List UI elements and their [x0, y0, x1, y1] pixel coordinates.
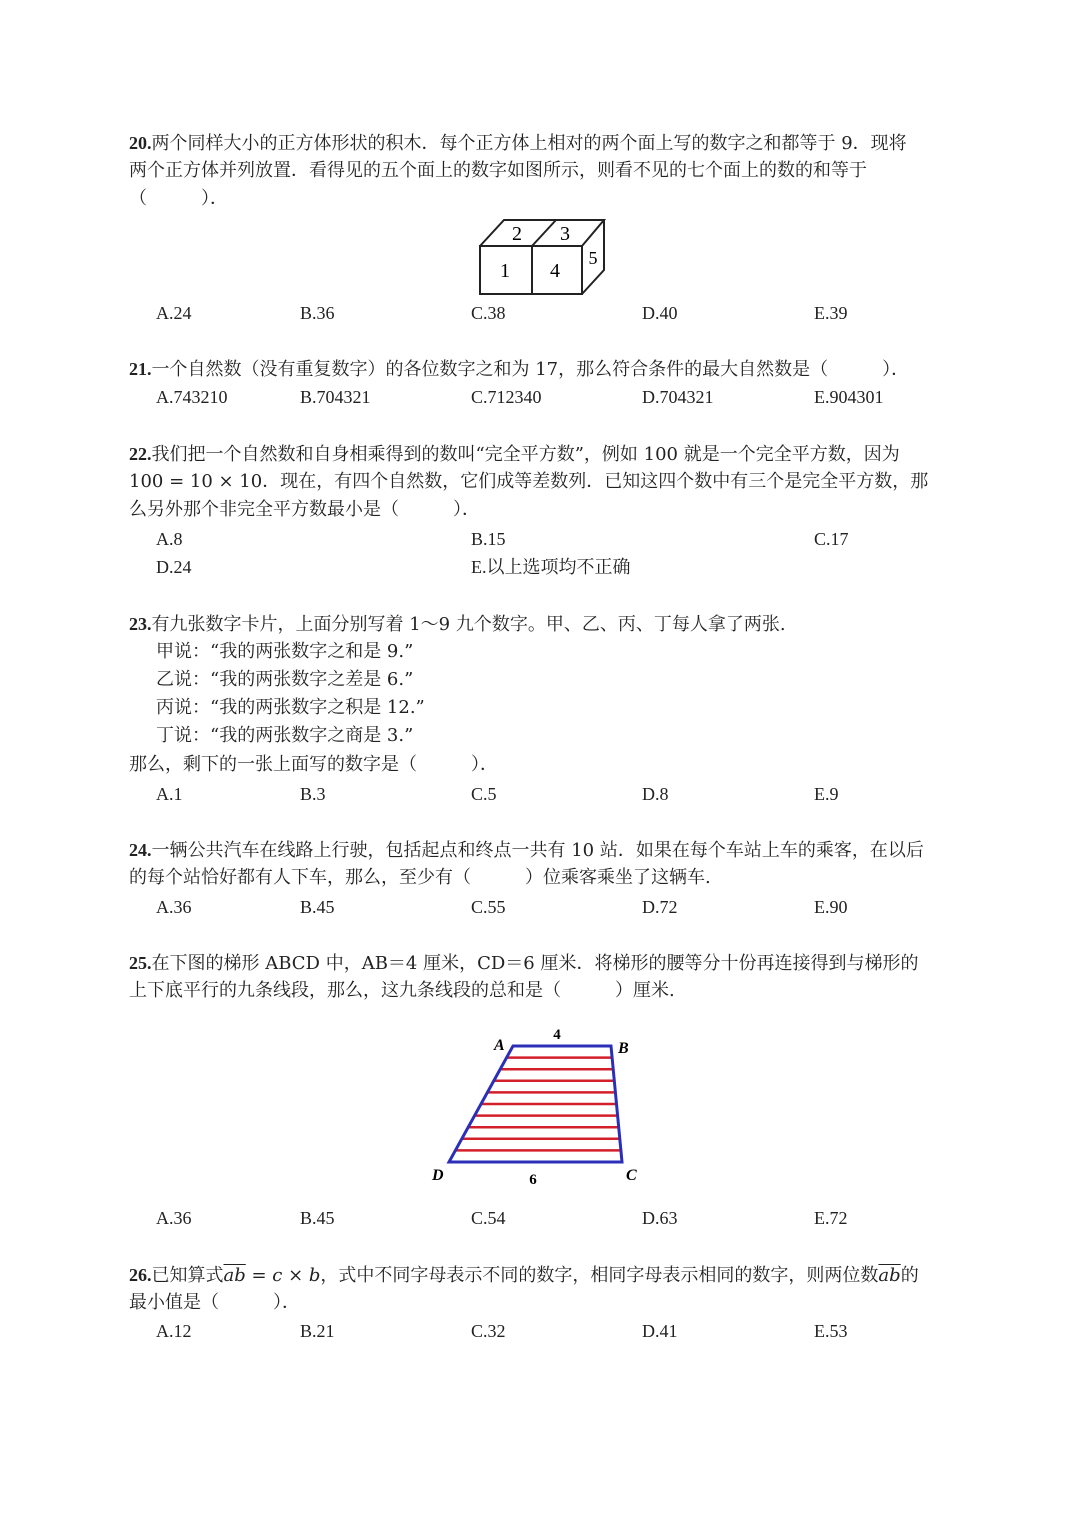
q25-label-b: B: [618, 1040, 629, 1057]
q20-cube-figure: [470, 210, 615, 302]
q22-line-1: 22.我们把一个自然数和自身相乘得到的数叫“完全平方数”，例如 100 就是一个完全平方数，因为: [129, 444, 900, 465]
q25-option-c: C.54: [471, 1208, 506, 1228]
q23-statement-jia: 甲说：“我的两张数字之和是 9.”: [156, 641, 414, 662]
q21-line-1: 21.一个自然数（没有重复数字）的各位数字之和为 17，那么符合条件的最大自然数是（ ）．: [129, 359, 910, 380]
q25-line-2: 上下底平行的九条线段，那么，这九条线段的总和是（ ）厘米.: [129, 980, 675, 1001]
q24-option-b: B.45: [300, 897, 335, 917]
q22-line-2: 100 = 10 × 10．现在，有四个自然数，它们成等差数列．已知这四个数中有三个是完全平方数，那: [129, 471, 929, 492]
q23-option-d: D.8: [642, 784, 669, 804]
q25-label-a: A: [494, 1037, 505, 1054]
q24-line-1: 24.一辆公共汽车在线路上行驶，包括起点和终点一共有 10 站．如果在每个车站上车的乘客，在以后: [129, 840, 924, 861]
q21-option-e: E.904301: [814, 387, 884, 407]
q23-ask: 那么，剩下的一张上面写的数字是（ ）．: [129, 754, 498, 775]
q20-side-number: 5: [588, 248, 598, 268]
q22-option-b: B.15: [471, 529, 506, 549]
q25-option-b: B.45: [300, 1208, 335, 1228]
q20-line-3: （ ）．: [129, 188, 228, 209]
q26-option-b: B.21: [300, 1321, 335, 1341]
q25-number: 25.: [129, 953, 152, 973]
q20-option-b: B.36: [300, 303, 335, 323]
q21-option-d: D.704321: [642, 387, 714, 407]
q23-option-e: E.9: [814, 784, 839, 804]
q24-option-d: D.72: [642, 897, 678, 917]
q20-top-right-number: 3: [560, 223, 570, 245]
q25-bottom-length: 6: [529, 1172, 537, 1188]
q26-option-c: C.32: [471, 1321, 506, 1341]
q23-option-b: B.3: [300, 784, 326, 804]
q21-option-a: A.743210: [156, 387, 228, 407]
q25-label-c: C: [626, 1167, 637, 1184]
q25-option-a: A.36: [156, 1208, 192, 1228]
q23-statement-yi: 乙说：“我的两张数字之差是 6.”: [156, 669, 414, 690]
q25-line-1: 25.在下图的梯形 ABCD 中，AB＝4 厘米，CD＝6 厘米．将梯形的腰等分十份再连接得到与梯形的: [129, 953, 919, 974]
q20-option-e: E.39: [814, 303, 848, 323]
q25-top-length: 4: [553, 1027, 561, 1043]
q25-option-d: D.63: [642, 1208, 678, 1228]
q20-option-c: C.38: [471, 303, 506, 323]
q22-line-3: 么另外那个非完全平方数最小是（ ）．: [129, 499, 480, 520]
q25-label-d: D: [432, 1167, 444, 1184]
q24-number: 24.: [129, 840, 152, 860]
q20-top-left-number: 2: [512, 223, 522, 245]
q26-line-1: 26.已知算式$\overline{ab} = c \times b$，式中不同字母表示不同的数字，相同字母表示相同的数字，则两位数$\overline{ab}$的: [129, 1265, 919, 1286]
q26-number: 26.: [129, 1265, 152, 1285]
q26-option-e: E.53: [814, 1321, 848, 1341]
q20-front-right-number: 4: [550, 260, 560, 282]
q23-statement-bing: 丙说：“我的两张数字之积是 12.”: [156, 697, 425, 718]
q25-trapezoid-figure: [420, 1020, 660, 1192]
q20-option-d: D.40: [642, 303, 678, 323]
q25-option-e: E.72: [814, 1208, 848, 1228]
q23-statement-ding: 丁说：“我的两张数字之商是 3.”: [156, 725, 414, 746]
q26-overline-ab-2: $\overline{ab}$: [878, 1265, 901, 1286]
q24-line-2: 的每个站恰好都有人下车，那么，至少有（ ）位乘客乘坐了这辆车.: [129, 867, 711, 888]
q20-option-a: A.24: [156, 303, 192, 323]
q20-line-2: 两个正方体并列放置．看得见的五个面上的数字如图所示，则看不见的七个面上的数的和等于: [129, 160, 867, 181]
q23-line-1: 23.有九张数字卡片，上面分别写着 1～9 九个数字。甲、乙、丙、丁每人拿了两张.: [129, 614, 786, 635]
q22-number: 22.: [129, 444, 152, 464]
q22-option-d: D.24: [156, 557, 192, 577]
q23-option-a: A.1: [156, 784, 183, 804]
q21-option-c: C.712340: [471, 387, 542, 407]
q20-line-1: 20.两个同样大小的正方体形状的积木．每个正方体上相对的两个面上写的数字之和都等于 9．现将: [129, 133, 907, 154]
q24-option-e: E.90: [814, 897, 848, 917]
q21-number: 21.: [129, 359, 152, 379]
q26-overline-ab: $\overline{ab}$: [223, 1265, 246, 1286]
q20-number: 20.: [129, 133, 152, 153]
q21-option-b: B.704321: [300, 387, 371, 407]
q26-line-2: 最小值是（ ）．: [129, 1292, 300, 1313]
q22-option-e: E.以上选项均不正确: [471, 557, 631, 577]
q26-option-d: D.41: [642, 1321, 678, 1341]
q24-option-a: A.36: [156, 897, 192, 917]
q24-option-c: C.55: [471, 897, 506, 917]
q23-number: 23.: [129, 614, 152, 634]
q22-option-c: C.17: [814, 529, 849, 549]
q23-option-c: C.5: [471, 784, 497, 804]
q26-option-a: A.12: [156, 1321, 192, 1341]
q22-option-a: A.8: [156, 529, 183, 549]
q20-front-left-number: 1: [500, 260, 510, 282]
